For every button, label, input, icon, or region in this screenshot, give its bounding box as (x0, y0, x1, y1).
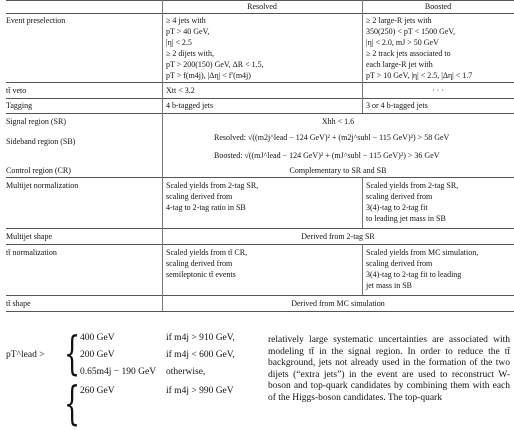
cell-line: scaling derived from (166, 192, 233, 201)
equation-case-condition: if m4j < 600 GeV, (166, 350, 235, 360)
cell-line: pT > f(m4j), |Δη| < f′(m4j) (166, 71, 251, 80)
equation2-brace: { (64, 376, 81, 430)
cell-line: Scaled yields from MC simulation, (366, 248, 479, 257)
tagging-resolved: 4 b-tagged jets (166, 101, 214, 110)
table-header-rule (6, 13, 514, 14)
cell-line: jet mass in SB (366, 281, 413, 290)
tt-veto-resolved: Xtt < 3.2 (166, 86, 195, 95)
row-label-control-region: Control region (CR) (6, 166, 71, 175)
row-label-tt-normalization: tt̄ normalization (6, 248, 57, 257)
cell-line: scaling derived from (366, 259, 433, 268)
resolved-boosted-separator-mj (362, 177, 363, 228)
sideband-resolved-formula: Resolved: √((m2j^lead − 124 GeV)² + (m2j^subl − 115 GeV)²) > 58 GeV (214, 133, 450, 142)
cell-line: ≥ 2 large-R jets with (366, 16, 432, 25)
row-label-event-preselection: Event preselection (6, 16, 66, 25)
cell-line: Scaled yields from 2-tag SR, (366, 181, 459, 190)
equation-case-value: 0.65m4j − 190 GeV (80, 367, 157, 377)
col-header-boosted: Boosted (424, 2, 452, 11)
row-label-multijet-shape: Multijet shape (6, 232, 52, 241)
cell-line: scaling derived from (166, 259, 233, 268)
rule-after-mj-shape (6, 244, 514, 245)
equation-case-condition: if m4j > 910 GeV, (166, 333, 235, 343)
cell-line: |η| < 2.0, mJ > 50 GeV (366, 38, 439, 47)
equation2-case-condition: if m4j > 990 GeV (166, 386, 234, 396)
table-top-rule (6, 0, 514, 1)
sideband-boosted-formula: Boosted: √((mJ^lead − 124 GeV)² + (mJ^subl − 115 GeV)²) > 36 GeV (214, 151, 440, 160)
cell-line: ≥ 2 track jets associated to (366, 49, 451, 58)
tagging-boosted: 3 or 4 b-tagged jets (366, 101, 428, 110)
cell-line: scaling derived from (366, 192, 433, 201)
cell-line: |η| < 2.5 (166, 38, 192, 47)
tt-veto-boosted: · · · (432, 86, 444, 95)
equation-case-value: 400 GeV (80, 333, 115, 343)
cell-line: 3(4)-tag to 2-tag fit to leading (366, 270, 462, 279)
body-paragraph: relatively large systematic uncertainties are associated with modeling tt̄ in the signal region. In order to reduce the tt̄ background, jets not already used in the formation of the two dijets (“extra jets”) in the event are used to reconstruct W-boson and top-quark candidates by combining them with each of the Higgs-boson candidates. The top-quark (268, 335, 510, 403)
cell-line: Scaled yields from 2-tag SR, (166, 181, 259, 190)
equation2-case-value: 260 GeV (80, 386, 115, 396)
tt-shape-definition: Derived from MC simulation (291, 299, 385, 308)
row-label-sideband-region: Sideband region (SB) (6, 137, 76, 146)
cell-line: 4-tag to 2-tag ratio in SB (166, 203, 246, 212)
rule-after-preselection (6, 82, 514, 83)
label-column-separator (162, 0, 163, 311)
col-header-resolved: Resolved (247, 2, 277, 11)
cell-line: to leading jet mass in SB (366, 214, 446, 223)
cell-line: Scaled yields from tt̄ CR, (166, 248, 248, 257)
cell-line: 350(250) < pT < 1500 GeV, (366, 27, 456, 36)
cell-line: semileptonic tt̄ events (166, 270, 236, 279)
cell-line: ≥ 4 jets with (166, 16, 206, 25)
resolved-boosted-separator-tt (362, 244, 363, 295)
rule-after-tt-norm (6, 295, 514, 296)
cell-line: ≥ 2 dijets with, (166, 49, 214, 58)
row-label-tt-shape: tt̄ shape (6, 299, 31, 308)
table-bottom-rule (6, 311, 514, 312)
row-label-tagging: Tagging (6, 101, 33, 110)
control-region-definition: Complementary to SR and SB (289, 166, 387, 175)
cell-line: 3(4)-tag to 2-tag fit (366, 203, 428, 212)
equation-brace: { (64, 326, 81, 380)
equation-lhs: pT^lead > (6, 350, 45, 360)
equation-case-condition: otherwise, (166, 367, 206, 377)
cell-line: each large-R jet with (366, 60, 433, 69)
multijet-shape-definition: Derived from 2-tag SR (301, 232, 375, 241)
resolved-boosted-separator-top (362, 0, 363, 113)
rule-after-tagging (6, 113, 514, 114)
row-label-multijet-normalization: Multijet normalization (6, 181, 79, 190)
signal-region-definition: Xhh < 1.6 (321, 117, 355, 126)
equation-case-value: 200 GeV (80, 350, 115, 360)
row-label-signal-region: Signal region (SR) (6, 117, 66, 126)
cell-line: pT > 10 GeV, |η| < 2.5, |Δη| < 1.7 (366, 71, 473, 80)
cell-line: pT > 200(150) GeV, ΔR < 1.5, (166, 60, 264, 69)
rule-after-ttveto (6, 98, 514, 99)
row-label-tt-veto: tt̄ veto (6, 86, 27, 95)
rule-after-mj-norm (6, 228, 514, 229)
cell-line: pT > 40 GeV, (166, 27, 210, 36)
rule-after-regions (6, 177, 514, 178)
